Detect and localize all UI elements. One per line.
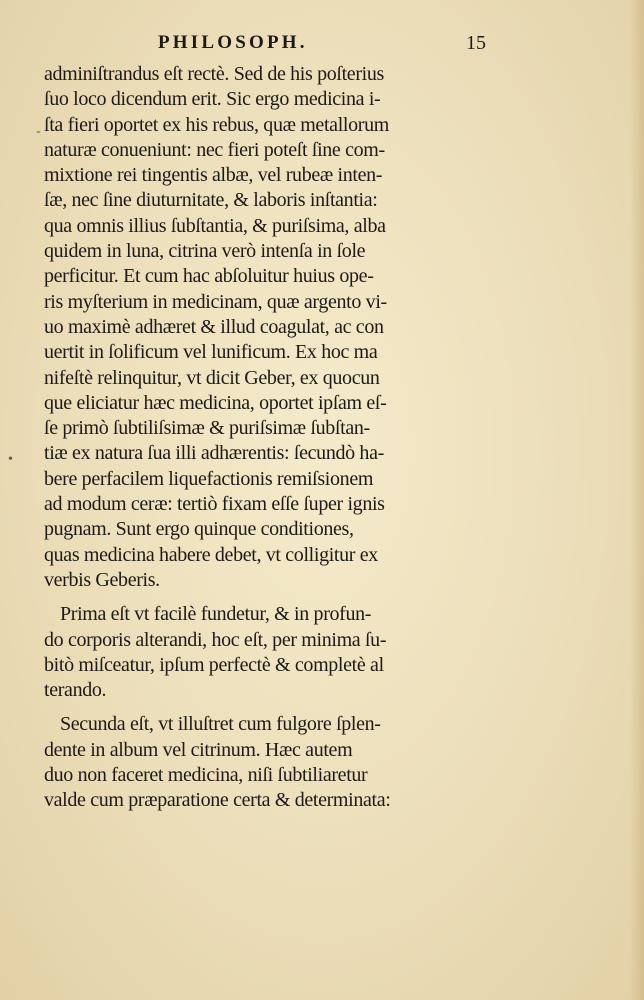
- text-line: Prima eſt vt facilè fundetur, & in profun-: [60, 603, 372, 626]
- paragraph-2: [44, 602, 484, 703]
- text-line: terando.: [44, 679, 107, 702]
- text-line: tiæ ex natura ſua illi adhærentis: ſecundò ha-: [44, 442, 384, 465]
- text-line: uertit in ſolificum vel lunificum. Ex hoc ma: [44, 341, 378, 364]
- text-line: Secunda eſt, vt illuſtret cum fulgore ſplen-: [60, 713, 381, 736]
- text-line: dente in album vel citrinum. Hæc autem: [44, 738, 353, 761]
- text-line: ris myſterium in medicinam, quæ argento vi-: [44, 290, 387, 313]
- text-line: ſe primò ſubtiliſsimæ & puriſsimæ ſubſtan-: [44, 417, 370, 440]
- margin-mark: •: [8, 452, 13, 467]
- text-line: do corporis alterandi, hoc eſt, per minima ſu-: [44, 628, 387, 651]
- paragraph-3: [44, 712, 484, 813]
- text-line: que eliciatur hæc medicina, oportet ipſam eſ-: [44, 391, 387, 414]
- text-line: ſuo loco dicendum erit. Sic ergo medicina i-: [44, 88, 381, 111]
- running-head: [0, 30, 644, 56]
- text-line: pugnam. Sunt ergo quinque conditiones,: [44, 518, 354, 541]
- text-line: bere perfacilem liquefactionis remiſsionem: [44, 467, 374, 490]
- text-line: quas medicina habere debet, vt colligitur ex: [44, 543, 378, 566]
- text-line: uo maximè adhæret & illud coagulat, ac con: [44, 315, 384, 338]
- text-line: valde cum præparatione certa & determinata:: [44, 789, 391, 812]
- text-line: qua omnis illius ſubſtantia, & puriſsima, alba: [44, 214, 386, 237]
- text-line: duo non faceret medicina, niſi ſubtiliaretur: [44, 764, 368, 787]
- page-number: 15: [466, 32, 486, 54]
- text-line: adminiſtrandus eſt rectè. Sed de his poſterius: [44, 63, 384, 85]
- text-line: bitò miſceatur, ipſum perfectè & completè al: [44, 653, 384, 676]
- text-line: naturæ conueniunt: nec fieri poteſt ſine com-: [44, 138, 385, 161]
- text-block: [44, 62, 484, 814]
- paragraph-1: [44, 62, 484, 593]
- running-head-title: PHILOSOPH.: [158, 32, 308, 53]
- text-line: ſæ, nec ſine diuturnitate, & laboris inſtantia:: [44, 189, 378, 212]
- text-line: perficitur. Et cum hac abſoluitur huius ope-: [44, 265, 374, 288]
- text-line: nifeſtè relinquitur, vt dicit Geber, ex quocun: [44, 366, 380, 389]
- margin-mark: -: [36, 124, 41, 139]
- text-line: quidem in luna, citrina verò intenſa in ſole: [44, 240, 366, 263]
- text-line: verbis Geberis.: [44, 568, 160, 591]
- text-line: ad modum ceræ: tertiò fixam eſſe ſuper ignis: [44, 493, 385, 516]
- text-line: mixtione rei tingentis albæ, vel rubeæ inten-: [44, 164, 383, 187]
- text-line: ſta fieri oportet ex his rebus, quæ metallorum: [44, 113, 389, 136]
